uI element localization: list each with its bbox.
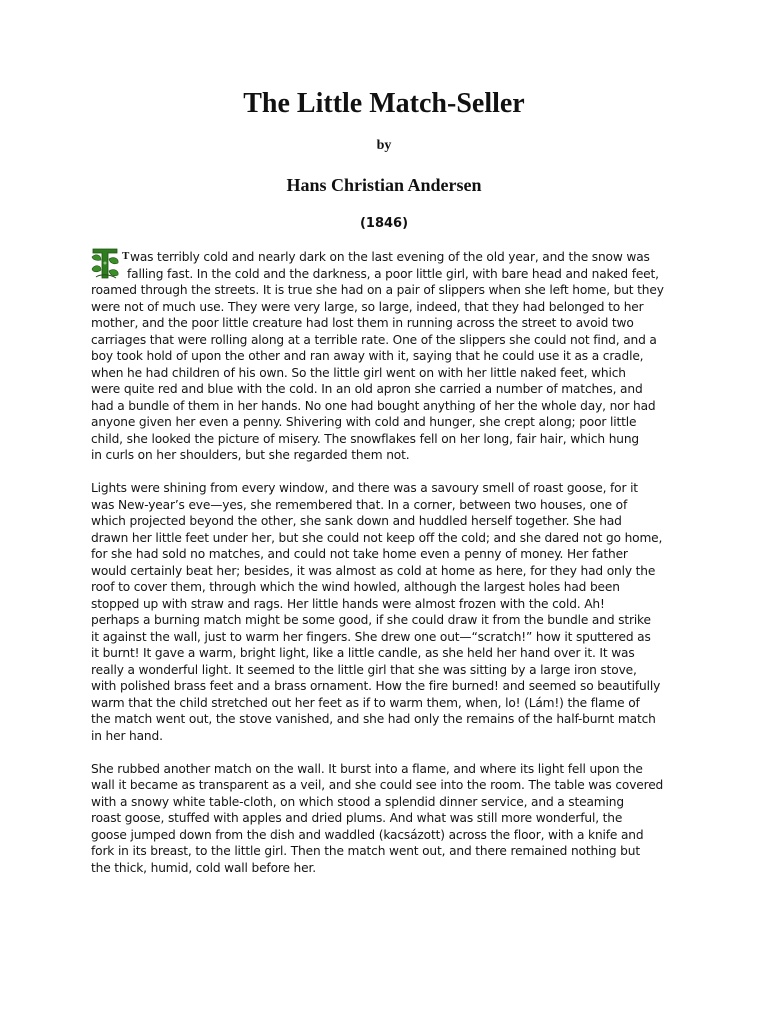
text-line: in curls on her shoulders, but she regarded them not.: [91, 448, 410, 462]
text-line: fork in its breast, to the little girl. Then the match went out, and there remained nothing but: [91, 844, 640, 858]
text-line: mother, and the poor little creature had lost them in running across the street to avoid two: [91, 316, 634, 330]
text-line: were not of much use. They were very large, so large, indeed, that they had belonged to her: [91, 299, 644, 314]
text-line: were quite red and blue with the cold. In an old apron she carried a number of matches, and: [91, 382, 643, 396]
document-title: The Little Match-Seller: [243, 88, 525, 119]
text-line: falling fast. In the cold and the darkness, a poor little girl, with bare head and naked feet,: [127, 266, 659, 281]
text-line: when he had children of his own. So the little girl went on with her little naked feet, which: [91, 365, 626, 380]
text-line: had a bundle of them in her hands. No one had bought anything of her the whole day, nor had: [91, 398, 656, 413]
text-line: with a snowy white table-cloth, on which stood a splendid dinner service, and a steaming: [91, 794, 624, 809]
text-line: stopped up with straw and rags. Her little hands were almost frozen with the cold. Ah!: [91, 596, 605, 611]
text-line: roof to cover them, through which the wind howled, although the largest holes had been: [91, 580, 620, 594]
text-line: perhaps a burning match might be some good, if she could draw it from the bundle and strike: [91, 613, 651, 627]
text-line: goose jumped down from the dish and waddled (kacsázott) across the floor, with a knife and: [91, 827, 644, 842]
byline-label: by: [376, 138, 392, 153]
text-line: the match went out, the stove vanished, and she had only the remains of the half-burnt match: [91, 712, 656, 726]
ornamental-leaf-letter-icon: [90, 247, 122, 281]
text-line: the thick, humid, cold wall before her.: [91, 860, 316, 875]
text-line: would certainly beat her; besides, it was almost as cold at home as here, for they had only the: [91, 563, 656, 578]
text-line: warm that the child stretched out her feet as if to warm them, when, lo! (Lám!) the flame of: [91, 695, 640, 710]
text-line: roamed through the streets. It is true she had on a pair of slippers when she left home, but they: [91, 283, 664, 297]
text-line: anyone given her even a penny. Shivering with cold and hunger, she crept along; poor little: [91, 415, 637, 429]
text-line: Lights were shining from every window, and there was a savoury smell of roast goose, for it: [91, 481, 638, 495]
story-body: [91, 249, 685, 893]
text-line: She rubbed another match on the wall. It burst into a flame, and where its light fell upon the: [91, 761, 643, 776]
text-line: child, she looked the picture of misery. The snowflakes fell on her long, fair hair, which hung: [91, 431, 640, 446]
text-line: drawn her little feet under her, but she could not keep off the cold; and she dared not go home,: [91, 530, 663, 545]
text-line: which projected beyond the other, she sank down and huddled herself together. She had: [91, 514, 622, 528]
text-line: really a wonderful light. It seemed to the little girl that she was sitting by a large iron stove,: [91, 662, 637, 677]
author-name: Hans Christian Andersen: [286, 175, 482, 195]
text-line: boy took hold of upon the other and ran away with it, saying that he could use it as a cradle,: [91, 349, 644, 363]
paragraph: [91, 249, 685, 464]
text-line: for she had sold no matches, and could not take home even a penny of money. Her father: [91, 547, 628, 561]
text-line: in her hand.: [91, 728, 163, 743]
text-line: roast goose, stuffed with apples and dried plums. And what was still more wonderful, the: [91, 811, 623, 825]
text-line: with polished brass feet and a brass ornament. How the fire burned! and seemed so beautifully: [91, 679, 661, 693]
text-line: it against the wall, just to warm her fingers. She drew one out—“scratch!” how it sputtered as: [91, 629, 651, 644]
paragraph: [91, 761, 685, 877]
publication-year: (1846): [359, 216, 409, 231]
dropcap-letter: T: [122, 250, 130, 262]
text-line: it burnt! It gave a warm, bright light, like a little candle, as she held her hand over it. It was: [91, 646, 635, 660]
text-line: wall it became as transparent as a veil, and she could see into the room. The table was covered: [91, 778, 664, 792]
text-line: carriages that were rolling along at a terrible rate. One of the slippers she could not find, and a: [91, 332, 657, 347]
paragraph: [91, 480, 685, 744]
text-line: was New-year’s eve—yes, she remembered that. In a corner, between two houses, one of: [91, 497, 628, 512]
text-line: was terribly cold and nearly dark on the last evening of the old year, and the snow was: [130, 250, 650, 264]
